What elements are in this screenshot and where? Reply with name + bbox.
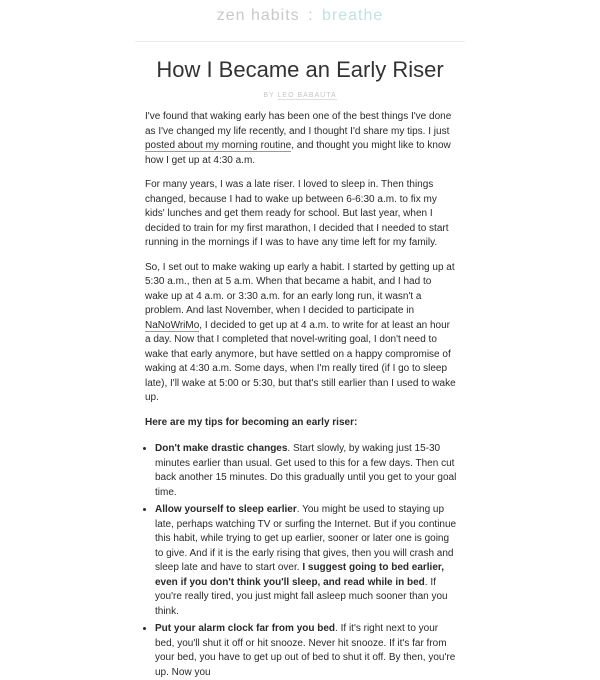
tip-text: . Start slowly, by waking just 15-30 minutes earlier than usual. Get used to this for a few days. Then cut back another 15 minutes. Do this gradually until you get to your goal time. [155, 443, 457, 498]
tip-title: Don't make drastic changes [155, 443, 288, 454]
tip-text: . If it's right next to your bed, you'll shut it off or hit snooze. Never hit snooze. If it's far from your bed, you have to get up out of bed to shut it off. By then, you're up. Now you [155, 623, 456, 678]
paragraph-text: So, I set out to make waking up early a habit. I started by getting up at 5:30 a.m., then at 5 a.m. When that became a habit, and I had to wake up at 4 a.m. or 3:30 a.m. for an early long run, it wasn't a problem. And last November, when I decided to participate in [145, 261, 455, 316]
paragraph-text: I've found that waking early has been one of the best things I've done as I've changed my life recently, and I thought I'd share my tips. I just [145, 111, 452, 137]
paragraph-habit [145, 261, 457, 406]
site-header [0, 0, 600, 29]
byline-prefix: BY [263, 92, 275, 99]
site-section: breathe [322, 7, 384, 24]
site-logo-link[interactable] [217, 7, 384, 24]
byline [0, 92, 600, 102]
tip-emphasis: I suggest going to bed earlier, even if you don't think you'll sleep, and read while in bed [155, 562, 445, 588]
tip-text: . You might be used to staying up late, perhaps watching TV or surfing the Internet. But if you continue this habit, while trying to get up earlier, sooner or later one is going to give. And if it is the early rising that gives, then you will crash and sleep late and have to start over. [155, 504, 457, 573]
author-link[interactable]: LEO BABAUTA [277, 92, 337, 99]
tip-item [155, 622, 457, 680]
tips-list [145, 442, 457, 680]
article-body [145, 110, 457, 680]
paragraph-text: , I decided to get up at 4 a.m. to write for at least an hour a day. Now that I completed that novel-writing goal, I don't need to wake that early anymore, but have settled on a happy compromise of waking at 4:30 a.m. Some days, when I'm really tired (if I go to sleep late), I'll wake at 5:00 or 5:30, but that's still earlier than I used to wake up. [145, 319, 456, 403]
tip-text: . If you're really tired, you just might fall asleep much sooner than you think. [155, 576, 448, 617]
paragraph-late-riser: For many years, I was a late riser. I loved to sleep in. Then things changed, because I had to wake up between 6-6:30 a.m. to fix my kids' lunches and get them ready for school. But last year, when I decided to train for my first marathon, I decided that I needed to start running in the mornings if I was to have any time left for my family. [145, 179, 449, 248]
tip-title: Allow yourself to sleep earlier [155, 504, 297, 515]
tips-heading: Here are my tips for becoming an early riser: [145, 416, 358, 428]
page-title: How I Became an Early Riser [156, 57, 444, 82]
nanowrimo-link[interactable]: NaNoWriMo [145, 319, 200, 331]
paragraph-text: , and thought you might like to know how I get up at 4:30 a.m. [145, 140, 451, 166]
tip-item [155, 503, 457, 619]
paragraph-intro [145, 110, 457, 168]
site-separator: : [308, 7, 314, 24]
morning-routine-link[interactable]: posted about my morning routine [145, 140, 292, 151]
tip-title: Put your alarm clock far from you bed [155, 623, 336, 634]
header-divider [135, 41, 465, 42]
site-name: zen habits [216, 7, 300, 24]
tip-item [155, 442, 457, 500]
